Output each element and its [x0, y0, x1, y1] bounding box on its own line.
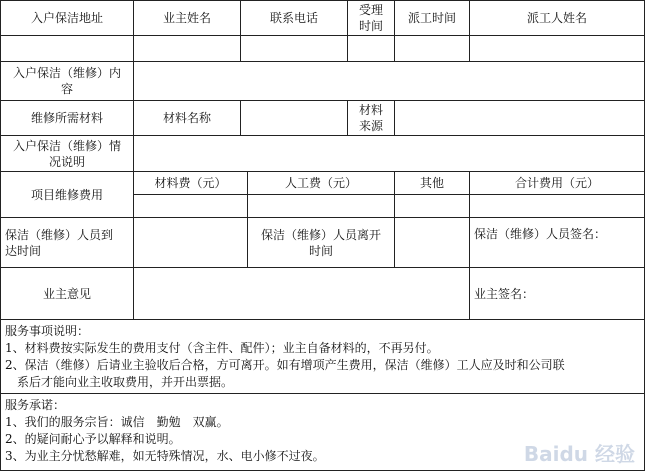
service-note-item: 1、材料费按实际发生的费用支付（含主件、配件）；业主自备材料的，不再另付。	[5, 341, 439, 355]
header-accept-time: 受理 时间	[347, 0, 395, 36]
accept-time-cell[interactable]	[347, 35, 395, 62]
service-note-item: 系后才能向业主收取费用，并开出票据。	[17, 375, 234, 389]
content-cell[interactable]	[133, 61, 645, 101]
service-promise-item: 1、我们的服务宗旨：诚信 勤勉 双赢。	[5, 415, 229, 429]
total-cost-cell[interactable]	[469, 194, 645, 218]
header-address: 入户保洁地址	[0, 0, 134, 36]
arrival-time-cell[interactable]	[133, 217, 248, 268]
repair-cost-label: 项目维修费用	[0, 171, 134, 218]
material-name-cell[interactable]	[240, 100, 348, 136]
header-dispatch-time: 派工时间	[394, 0, 470, 36]
service-notes	[0, 319, 645, 394]
materials-needed-label: 维修所需材料	[0, 100, 134, 136]
owner-opinion-cell[interactable]	[133, 267, 470, 320]
material-cost-label: 材料费（元）	[133, 171, 248, 195]
phone-cell[interactable]	[240, 35, 348, 62]
staff-signature-cell[interactable]: 保洁（维修）人员签名：	[469, 217, 645, 268]
header-owner-name: 业主姓名	[133, 0, 241, 36]
service-promise-title: 服务承诺：	[5, 398, 66, 412]
leave-time-label: 保洁（维修）人员离开 时间	[247, 217, 395, 268]
labor-cost-label: 人工费（元）	[247, 171, 395, 195]
arrival-time-label: 保洁（维修）人员到 达时间	[0, 217, 134, 268]
owner-signature-cell[interactable]: 业主签名：	[469, 267, 645, 320]
other-cost-cell[interactable]	[394, 194, 470, 218]
other-cost-label: 其他	[394, 171, 470, 195]
material-source-cell[interactable]	[394, 100, 645, 136]
header-worker-name: 派工人姓名	[469, 0, 645, 36]
service-promise-item: 3、为业主分忧愁解难，如无特殊情况，水、电小修不过夜。	[5, 449, 325, 463]
material-name-label: 材料名称	[133, 100, 241, 136]
owner-opinion-label: 业主意见	[0, 267, 134, 320]
service-note-item: 2、保洁（维修）后请业主验收后合格，方可离开。如有增项产生费用，保洁（维修）工人应及时和公司联	[5, 358, 565, 372]
service-notes-title: 服务事项说明：	[5, 324, 90, 338]
service-promise-item: 2、的疑问耐心予以解释和说明。	[5, 432, 181, 446]
labor-cost-cell[interactable]	[247, 194, 395, 218]
material-source-label: 材料 来源	[347, 100, 395, 136]
total-cost-label: 合计费用（元）	[469, 171, 645, 195]
situation-label: 入户保洁（维修）情 况说明	[0, 135, 134, 172]
watermark-logo: Baidu 经验	[523, 442, 635, 466]
situation-cell[interactable]	[133, 135, 645, 172]
address-cell[interactable]	[0, 35, 134, 62]
owner-name-cell[interactable]	[133, 35, 241, 62]
worker-name-cell[interactable]	[469, 35, 645, 62]
header-phone: 联系电话	[240, 0, 348, 36]
content-label: 入户保洁（维修）内 容	[0, 61, 134, 101]
material-cost-cell[interactable]	[133, 194, 248, 218]
dispatch-time-cell[interactable]	[394, 35, 470, 62]
leave-time-cell[interactable]	[394, 217, 470, 268]
